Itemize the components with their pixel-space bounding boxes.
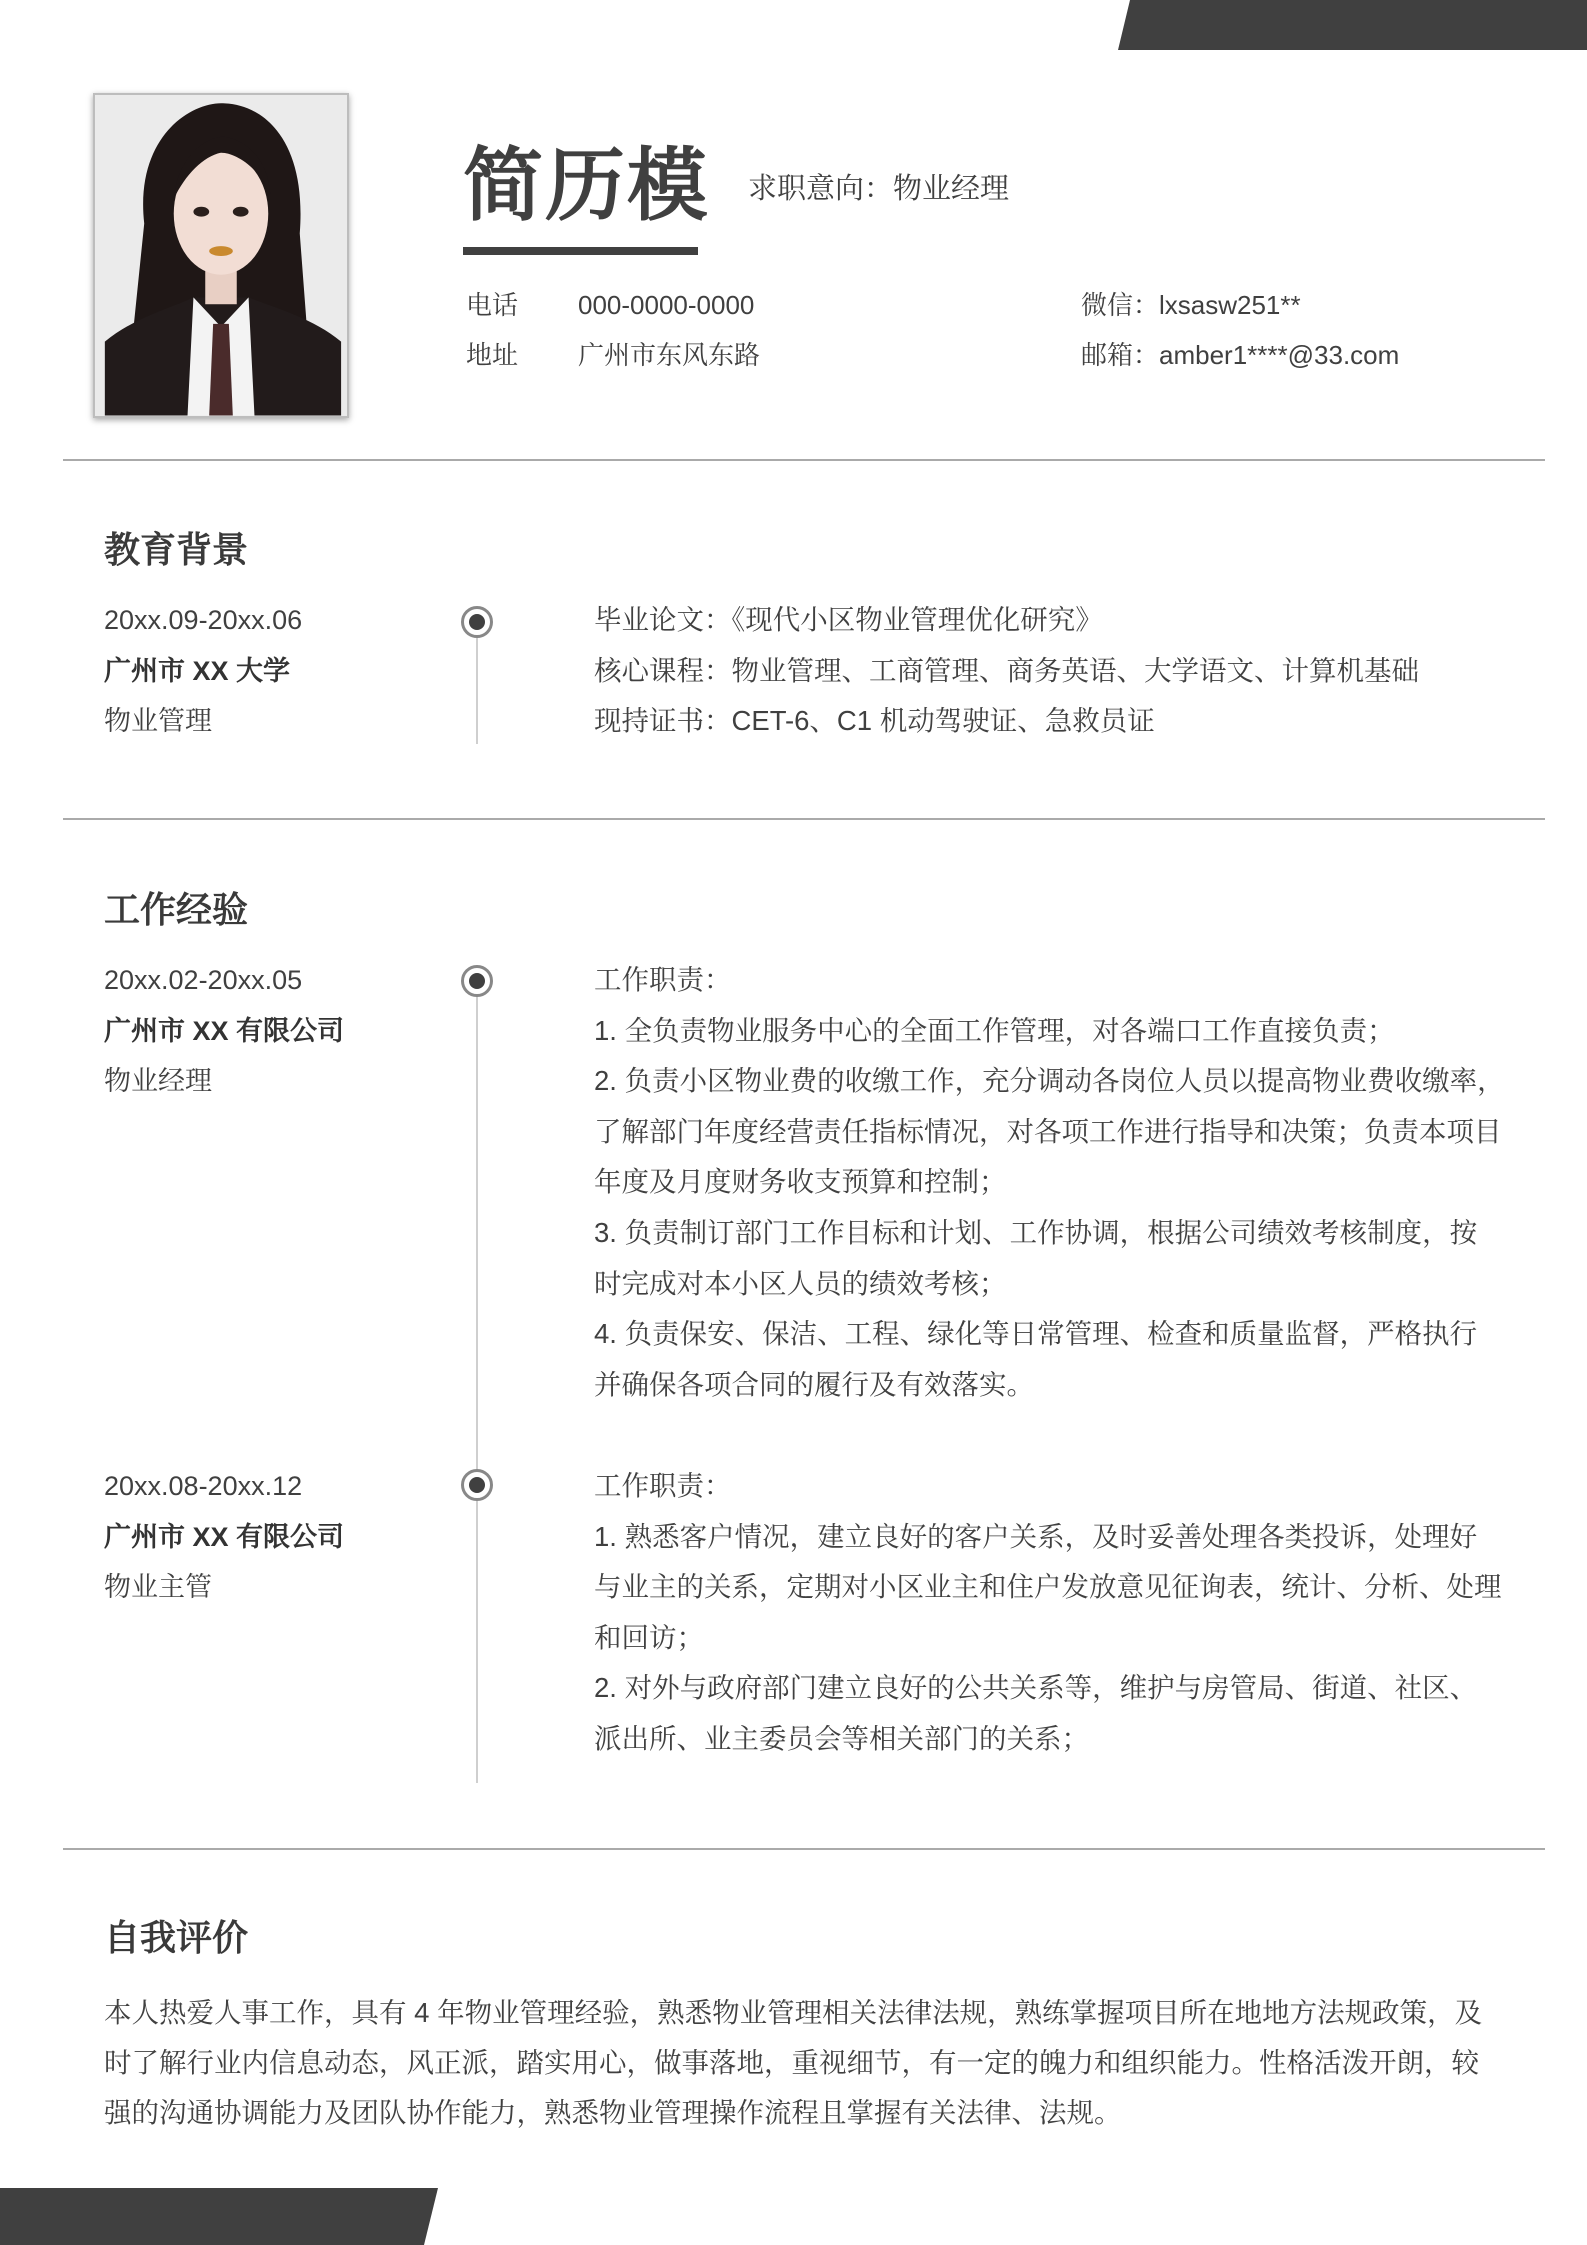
work-entry-2-duties <box>594 1461 1514 1765</box>
self-eval-paragraph <box>104 1988 1514 2138</box>
duty-line: 4. 负责保安、保洁、工程、绿化等日常管理、检查和质量监督，严格执行 <box>594 1318 1478 1350</box>
education-certificates: 现持证书：CET-6、C1 机动驾驶证、急救员证 <box>594 705 1155 737</box>
header-divider <box>63 459 1545 461</box>
portrait-icon <box>95 95 347 416</box>
work-timeline-line <box>476 995 478 1783</box>
header-corner-decoration <box>0 0 1587 50</box>
timeline-dot-icon <box>461 965 493 997</box>
phone-label: 电话 <box>466 290 519 320</box>
education-details <box>594 595 1514 747</box>
education-school: 广州市 XX 大学 <box>104 655 291 686</box>
duty-line: 时完成对本小区人员的绩效考核； <box>594 1267 1007 1299</box>
work-2-date: 20xx.08-20xx.12 <box>104 1471 303 1501</box>
duty-line: 3. 负责制订部门工作目标和计划、工作协调，根据公司绩效考核制度，按 <box>594 1216 1478 1248</box>
job-intent: 求职意向：物业经理 <box>748 173 1010 205</box>
duty-line: 2. 负责小区物业费的收缴工作，充分调动各岗位人员以提高物业费收缴率， <box>594 1065 1505 1097</box>
work-entry-1-duties <box>594 955 1514 1410</box>
profile-photo <box>93 93 349 418</box>
duty-line: 2. 对外与政府部门建立良好的公共关系等，维护与房管局、街道、社区、 <box>594 1672 1478 1704</box>
duty-line: 和回访； <box>594 1621 704 1653</box>
self-eval-line: 本人热爱人事工作，具有 4 年物业管理经验，熟悉物业管理相关法律法规，熟练掌握项目所在地地方法规政策，及 <box>104 1997 1483 2028</box>
work-entry-1-meta <box>104 955 434 1107</box>
timeline-dot-icon <box>461 606 493 638</box>
education-courses: 核心课程：物业管理、工商管理、商务英语、大学语文、计算机基础 <box>594 654 1419 686</box>
timeline-dot-icon <box>461 1469 493 1501</box>
duty-line: 1. 熟悉客户情况，建立良好的客户关系，及时妥善处理各类投诉，处理好 <box>594 1520 1478 1552</box>
self-eval-line: 强的沟通协调能力及团队协作能力，熟悉物业管理操作流程且掌握有关法律、法规。 <box>104 2097 1122 2128</box>
address-value: 广州市东风东路 <box>578 340 761 370</box>
work-2-role: 物业主管 <box>104 1572 212 1603</box>
education-entry-meta <box>104 595 434 747</box>
wechat-info: 微信：lxsasw251** <box>1081 290 1301 320</box>
education-timeline-line <box>476 636 478 744</box>
email-info: 邮箱：amber1****@33.com <box>1081 340 1400 370</box>
education-date: 20xx.09-20xx.06 <box>104 605 303 635</box>
work-2-company: 广州市 XX 有限公司 <box>104 1521 345 1552</box>
duty-line: 了解部门年度经营责任指标情况，对各项工作进行指导和决策；负责本项目 <box>594 1115 1502 1147</box>
duty-line: 工作职责： <box>594 964 732 995</box>
duty-line: 并确保各项合同的履行及有效落实。 <box>594 1368 1034 1400</box>
work-1-date: 20xx.02-20xx.05 <box>104 965 303 995</box>
address-label: 地址 <box>466 340 519 370</box>
self-eval-title: 自我评价 <box>104 1917 249 1958</box>
duty-line: 年度及月度财务收支预算和控制； <box>594 1166 1007 1198</box>
footer-corner-decoration <box>0 2188 440 2245</box>
resume-name: 简历模 <box>463 141 709 230</box>
duty-line: 工作职责： <box>594 1470 732 1501</box>
education-thesis: 毕业论文：《现代小区物业管理优化研究》 <box>594 604 1103 635</box>
name-underline <box>463 247 698 255</box>
work-divider <box>63 1848 1545 1850</box>
work-title: 工作经验 <box>104 889 249 930</box>
work-1-company: 广州市 XX 有限公司 <box>104 1015 345 1046</box>
duty-line: 派出所、业主委员会等相关部门的关系； <box>594 1722 1089 1754</box>
education-divider <box>63 818 1545 820</box>
self-eval-line: 时了解行业内信息动态，风正派，踏实用心，做事落地，重视细节，有一定的魄力和组织能力。性格活泼开朗，较 <box>104 2047 1479 2078</box>
work-entry-2-meta <box>104 1461 434 1613</box>
education-major: 物业管理 <box>104 706 212 737</box>
duty-line: 1. 全负责物业服务中心的全面工作管理，对各端口工作直接负责； <box>594 1014 1395 1046</box>
education-title: 教育背景 <box>104 529 249 570</box>
work-1-role: 物业经理 <box>104 1066 212 1097</box>
duty-line: 与业主的关系，定期对小区业主和住户发放意见征询表，统计、分析、处理 <box>594 1571 1502 1603</box>
phone-value: 000-0000-0000 <box>578 290 755 320</box>
